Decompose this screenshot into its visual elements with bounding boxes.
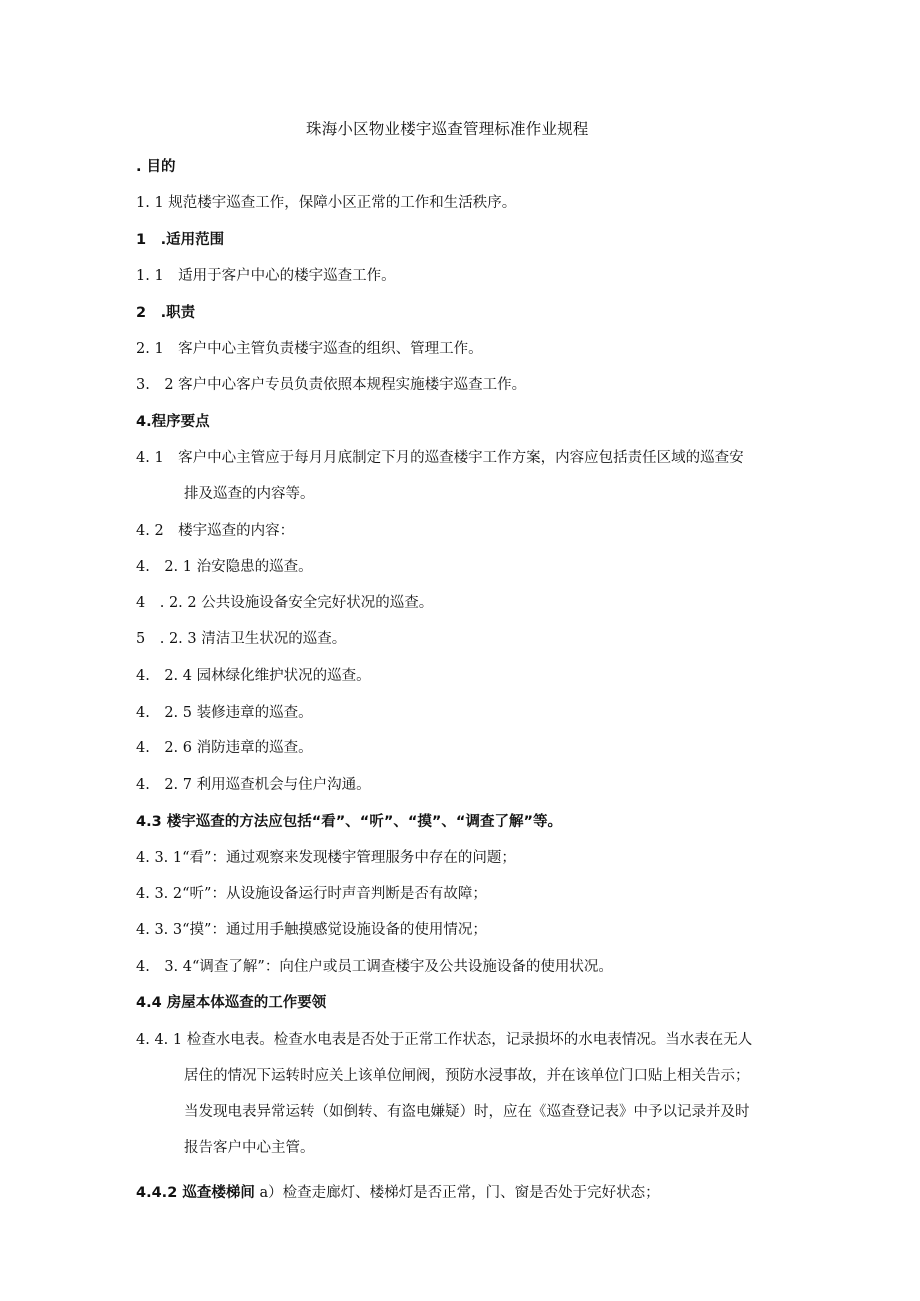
list-item: 4. 2. 4 园林绿化维护状况的巡查。	[136, 668, 371, 684]
paragraph: 4. 4. 1 检查水电表。检查水电表是否处于正常工作状态，记录损坏的水电表情况。当水表在无人	[136, 1032, 753, 1048]
section-heading: 4.4 房屋本体巡查的工作要领	[136, 995, 327, 1011]
paragraph: 4. 1 客户中心主管应于每月月底制定下月的巡查楼宇工作方案，内容应包括责任区域的巡查安	[136, 450, 744, 466]
list-item: 4. 3. 2“听”：从设施设备运行时声音判断是否有故障；	[136, 886, 487, 902]
paragraph: 2. 1 客户中心主管负责楼宇巡查的组织、管理工作。	[136, 341, 483, 357]
list-item: 4. 2. 5 装修违章的巡查。	[136, 705, 313, 721]
paragraph-continuation: 居住的情况下运转时应关上该单位闸阀，预防水浸事故，并在该单位门口贴上相关告示；	[184, 1068, 750, 1084]
section-heading: 4.3 楼宇巡查的方法应包括“看”、“听”、“摸”、“调查了解”等。	[136, 814, 562, 830]
last-line	[136, 1183, 660, 1203]
paragraph: a）检查走廊灯、楼梯灯是否正常，门、窗是否处于完好状态；	[254, 1185, 660, 1201]
list-item: 4. 2. 6 消防违章的巡查。	[136, 740, 313, 756]
section-heading: . 目的	[136, 159, 176, 175]
paragraph-continuation: 报告客户中心主管。	[184, 1140, 315, 1156]
paragraph: 4. 2 楼宇巡查的内容：	[136, 523, 295, 539]
list-item: 4. 2. 1 治安隐患的巡查。	[136, 559, 313, 575]
page-title: 珠海小区物业楼宇巡查管理标准作业规程	[306, 120, 589, 138]
list-item: 4. 3. 1“看”：通过观察来发现楼宇管理服务中存在的问题；	[136, 850, 516, 866]
section-heading: 2 .职责	[136, 305, 196, 321]
paragraph: 1. 1 适用于客户中心的楼宇巡查工作。	[136, 268, 396, 284]
list-item: 5 . 2. 3 清洁卫生状况的巡查。	[136, 631, 347, 647]
section-heading: 1 .适用范围	[136, 232, 225, 248]
inline-heading: 4.4.2 巡查楼梯间	[136, 1185, 255, 1201]
list-item: 4. 3. 3“摸”：通过用手触摸感觉设施设备的使用情况；	[136, 922, 487, 938]
section-heading: 4.程序要点	[136, 414, 210, 430]
paragraph-continuation: 当发现电表异常运转（如倒转、有盗电嫌疑）时，应在《巡查登记表》中予以记录并及时	[184, 1104, 750, 1120]
list-item: 4. 3. 4“调查了解”：向住户或员工调查楼宇及公共设施设备的使用状况。	[136, 959, 613, 975]
list-item: 4 . 2. 2 公共设施设备安全完好状况的巡查。	[136, 595, 434, 611]
list-item: 4. 2. 7 利用巡查机会与住户沟通。	[136, 777, 371, 793]
paragraph: 3. 2 客户中心客户专员负责依照本规程实施楼宇巡查工作。	[136, 377, 527, 393]
paragraph: 1. 1 规范楼宇巡查工作，保障小区正常的工作和生活秩序。	[136, 195, 517, 211]
paragraph-continuation: 排及巡查的内容等。	[184, 486, 315, 502]
